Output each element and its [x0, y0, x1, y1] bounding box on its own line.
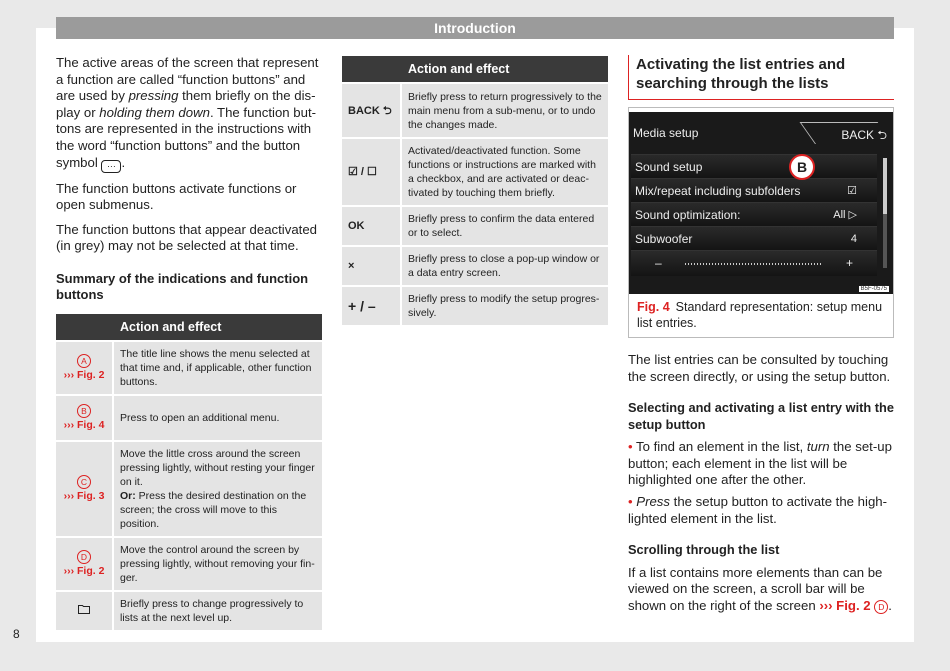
table-header: Action and effect — [114, 314, 322, 340]
paragraph-activate: The function buttons activate functions or open submenus. — [56, 180, 297, 213]
table-row: OK Briefly press to confirm the data entered or to select. — [342, 205, 608, 245]
figure-4 — [628, 107, 894, 338]
column-1 — [56, 55, 322, 630]
letter-a-icon: A — [77, 354, 91, 368]
table-row: + / – Briefly press to modify the setup progres-sively. — [342, 285, 608, 325]
table-row: B ››› Fig. 4 Press to open an additional menu. — [56, 394, 322, 440]
summary-table — [56, 314, 322, 630]
table-row: D ››› Fig. 2 Move the control around the screen by pressing lightly, without removing your fin-ger. — [56, 536, 322, 590]
bullet-find: • To find an element in the list, turn the set-up button; each element in the list will be highlighted one after the other. — [628, 439, 894, 489]
table-row: C ››› Fig. 3 Move the little cross around the screen pressing lightly, without resting your finger on it. Or: Press the desired destination on the screen; the cross will move to this position. — [56, 440, 322, 536]
table-header: Action and effect — [402, 56, 608, 82]
folder-icon — [78, 604, 90, 614]
heading-scrolling: Scrolling through the list — [628, 542, 780, 558]
buttons-table — [342, 56, 608, 325]
letter-d-icon: D — [77, 550, 91, 564]
heading-selecting: Selecting and activating a list entry with the setup button — [628, 400, 894, 432]
intro-paragraph: The active areas of the screen that represent a function are called “function buttons” and are used by pressing them briefly on the dis-play or holding them down. The function but-tons are represented in the instructions with the word “function buttons” and the button symbol ··· . — [56, 55, 319, 171]
column-3 — [628, 55, 894, 622]
table-row: ☑ / ☐ Activated/deactivated function. Some functions or instructions are marked with a checkbox, and are activated or deac-tivated by touching them briefly. — [342, 137, 608, 205]
letter-b-icon: B — [77, 404, 91, 418]
callout-b: B — [789, 154, 815, 180]
paragraph-list-entries: The list entries can be consulted by touching the screen directly, or using the setup button. — [628, 352, 891, 384]
page-number: 8 — [13, 627, 20, 641]
figure-caption: Fig. 4 Standard representation: setup menu list entries. — [637, 300, 883, 330]
function-button-symbol-icon: ··· — [101, 160, 121, 173]
table-row: × Briefly press to close a pop-up window or a data entry screen. — [342, 245, 608, 285]
table-row: BACK ⮌ Briefly press to return progressively to the main menu from a sub-menu, or to undo the changes made. — [342, 82, 608, 137]
section-heading: Activating the list entries and searching through the lists — [628, 55, 894, 96]
table-row: A ››› Fig. 2 The title line shows the menu selected at that time and, if applicable, other function buttons. — [56, 340, 322, 394]
paragraph-scroll: If a list contains more elements than can be viewed on the screen, a scroll bar will be shown on the right of the screen ››› Fig. 2 D . — [628, 564, 892, 613]
bullet-press: • Press the setup button to activate the high-lighted element in the list. — [628, 494, 894, 527]
letter-d-icon: D — [874, 600, 888, 614]
paragraph-deactivated: The function buttons that appear deactivated (in grey) may not be selected at that time. — [56, 221, 318, 254]
setup-screen-image: Media setup BACK ⮌ Sound setup Mix/repeat including subfolders ☑ Sound optimization: All ▷ Subwoofer 4 – + B B5F-0575 — [629, 112, 893, 294]
summary-heading: Summary of the indications and function buttons — [56, 270, 309, 303]
column-2 — [342, 56, 608, 325]
letter-c-icon: C — [77, 475, 91, 489]
section-header: Introduction — [56, 17, 894, 39]
table-row: Briefly press to change progressively to lists at the next level up. — [56, 590, 322, 630]
